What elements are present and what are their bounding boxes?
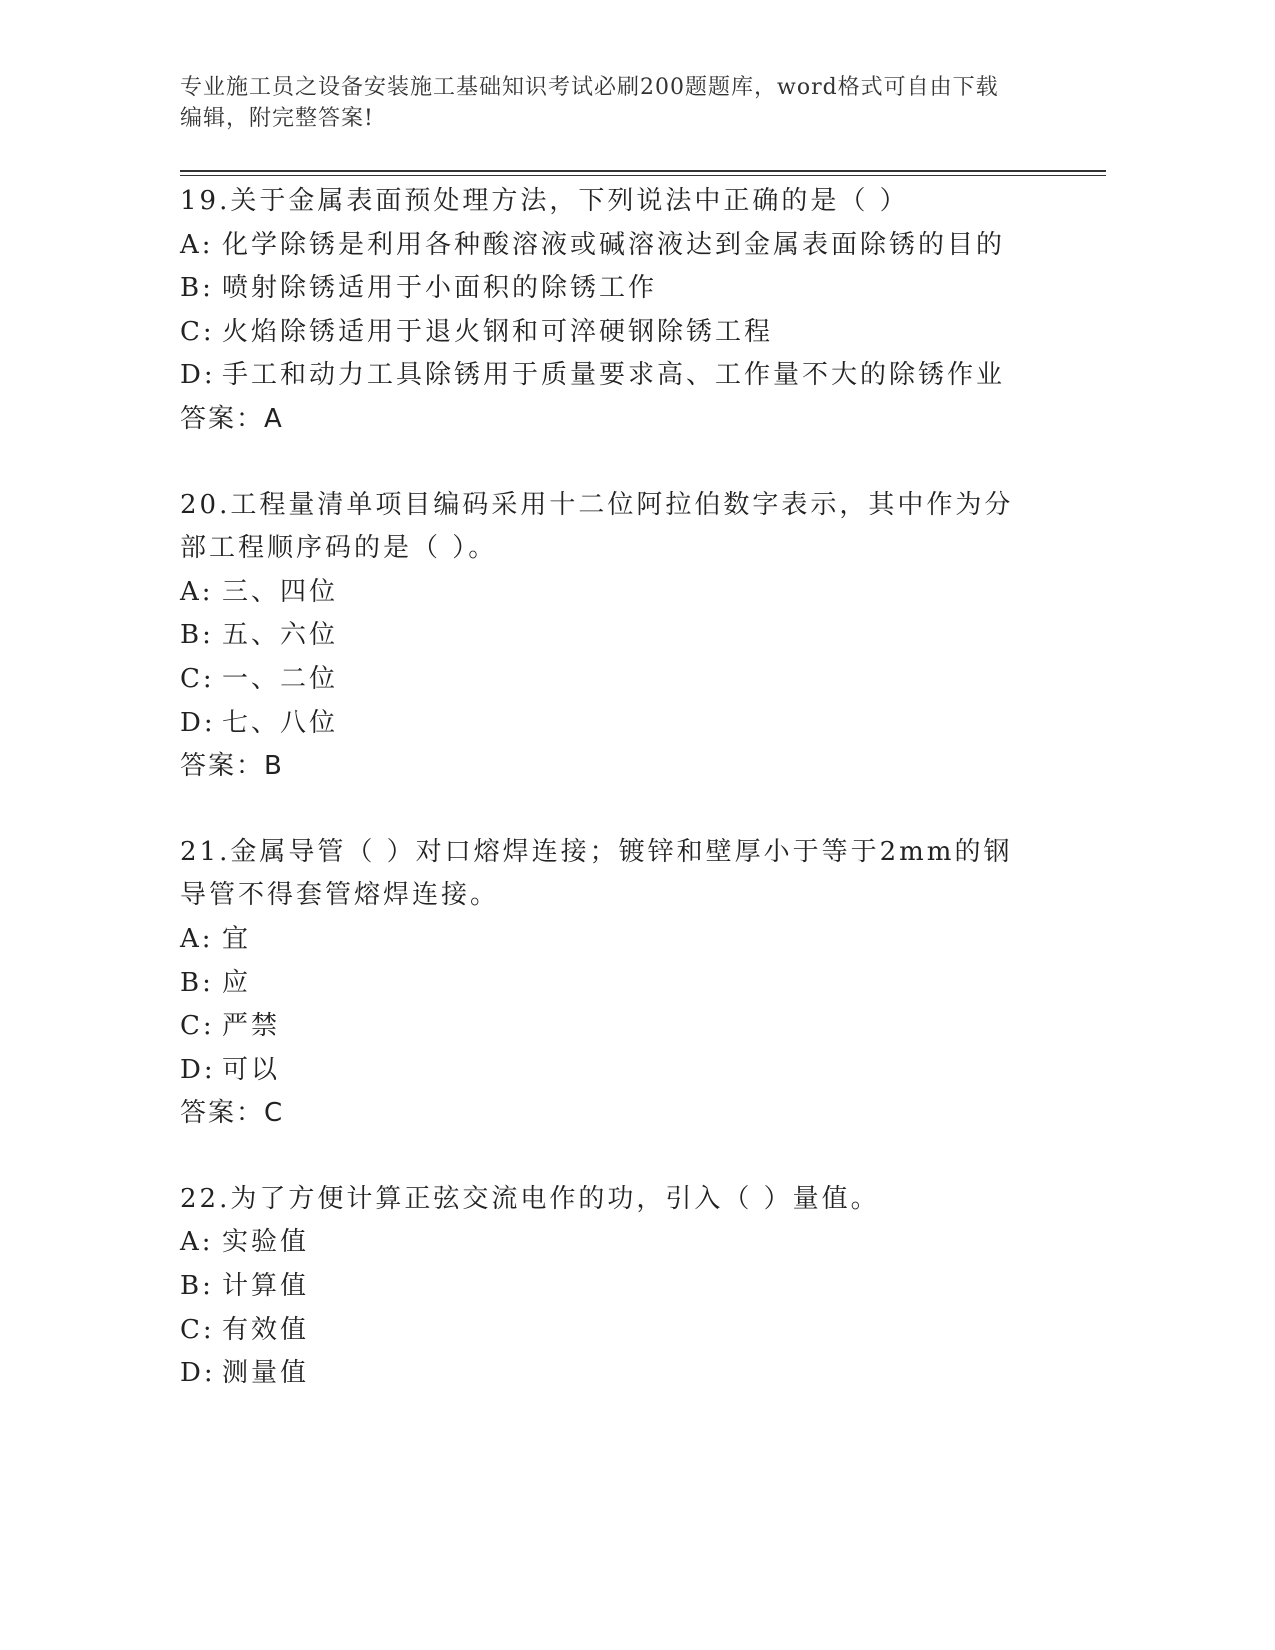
option-letter: B:: [180, 1271, 214, 1302]
option-c: [180, 1309, 1040, 1353]
option-letter: C:: [180, 1011, 215, 1042]
option-letter: B:: [180, 273, 214, 304]
option-d: [180, 1049, 1040, 1093]
option-a: [180, 224, 1040, 268]
option-a: [180, 1221, 1040, 1265]
option-text: 严禁: [222, 1011, 281, 1042]
option-letter: D:: [180, 360, 216, 391]
question-20: [180, 484, 1040, 789]
option-letter: D:: [180, 1358, 216, 1389]
option-text: 可以: [222, 1054, 281, 1085]
question-stem: 20.工程量清单项目编码采用十二位阿拉伯数字表示，其中作为分部工程顺序码的是（ ）。: [180, 489, 1014, 564]
option-c: [180, 311, 1040, 355]
option-text: 实验值: [222, 1227, 310, 1258]
option-text: 七、八位: [222, 707, 339, 738]
option-text: 五、六位: [222, 620, 339, 651]
document-header: [180, 72, 1040, 134]
option-a: [180, 918, 1040, 962]
option-text: 计算值: [222, 1271, 310, 1302]
header-line-1: 专业施工员之设备安装施工基础知识考试必刷200题题库，word格式可自由下载: [180, 75, 999, 100]
option-text: 三、四位: [222, 576, 339, 607]
option-letter: A:: [180, 1227, 214, 1258]
option-text: 应: [222, 967, 252, 998]
question-stem: 21.金属导管（ ）对口熔焊连接；镀锌和壁厚小于等于2mm的钢导管不得套管熔焊连接。: [180, 836, 1013, 911]
question-list: [180, 180, 1040, 1396]
question-21: [180, 831, 1040, 1136]
answer-line: 答案：B: [180, 751, 284, 782]
option-text: 有效值: [222, 1314, 310, 1345]
option-b: [180, 962, 1040, 1006]
option-text: 测量值: [222, 1358, 310, 1389]
question-stem: 19.关于金属表面预处理方法，下列说法中正确的是（ ）: [180, 186, 909, 216]
option-c: [180, 1005, 1040, 1049]
option-letter: C:: [180, 663, 215, 694]
option-letter: A:: [180, 923, 214, 954]
option-b: [180, 614, 1040, 658]
option-text: 火焰除锈适用于退火钢和可淬硬钢除锈工程: [222, 316, 774, 347]
option-letter: A:: [180, 229, 214, 260]
option-letter: B:: [180, 967, 214, 998]
option-text: 一、二位: [222, 663, 339, 694]
option-b: [180, 1265, 1040, 1309]
option-letter: C:: [180, 316, 215, 347]
option-d: [180, 702, 1040, 746]
option-d: [180, 354, 1040, 398]
answer-line: 答案：C: [180, 1098, 285, 1129]
option-text: 化学除锈是利用各种酸溶液或碱溶液达到金属表面除锈的目的: [222, 229, 1006, 260]
option-text: 宜: [222, 923, 252, 954]
option-letter: C:: [180, 1314, 215, 1345]
option-letter: D:: [180, 1054, 216, 1085]
question-22: [180, 1178, 1040, 1396]
header-rule-thin: [180, 175, 1106, 176]
option-a: [180, 571, 1040, 615]
option-text: 手工和动力工具除锈用于质量要求高、工作量不大的除锈作业: [222, 360, 1006, 391]
header-rule-thick: [180, 170, 1106, 172]
question-stem: 22.为了方便计算正弦交流电作的功，引入（ ）量值。: [180, 1183, 880, 1214]
option-b: [180, 267, 1040, 311]
option-c: [180, 658, 1040, 702]
option-d: [180, 1352, 1040, 1396]
question-19: [180, 180, 1040, 442]
option-letter: A:: [180, 576, 214, 607]
header-line-2: 编辑，附完整答案!: [180, 106, 374, 131]
option-letter: D:: [180, 707, 216, 738]
option-text: 喷射除锈适用于小面积的除锈工作: [222, 273, 658, 304]
answer-line: 答案：A: [180, 403, 284, 434]
option-letter: B:: [180, 620, 214, 651]
